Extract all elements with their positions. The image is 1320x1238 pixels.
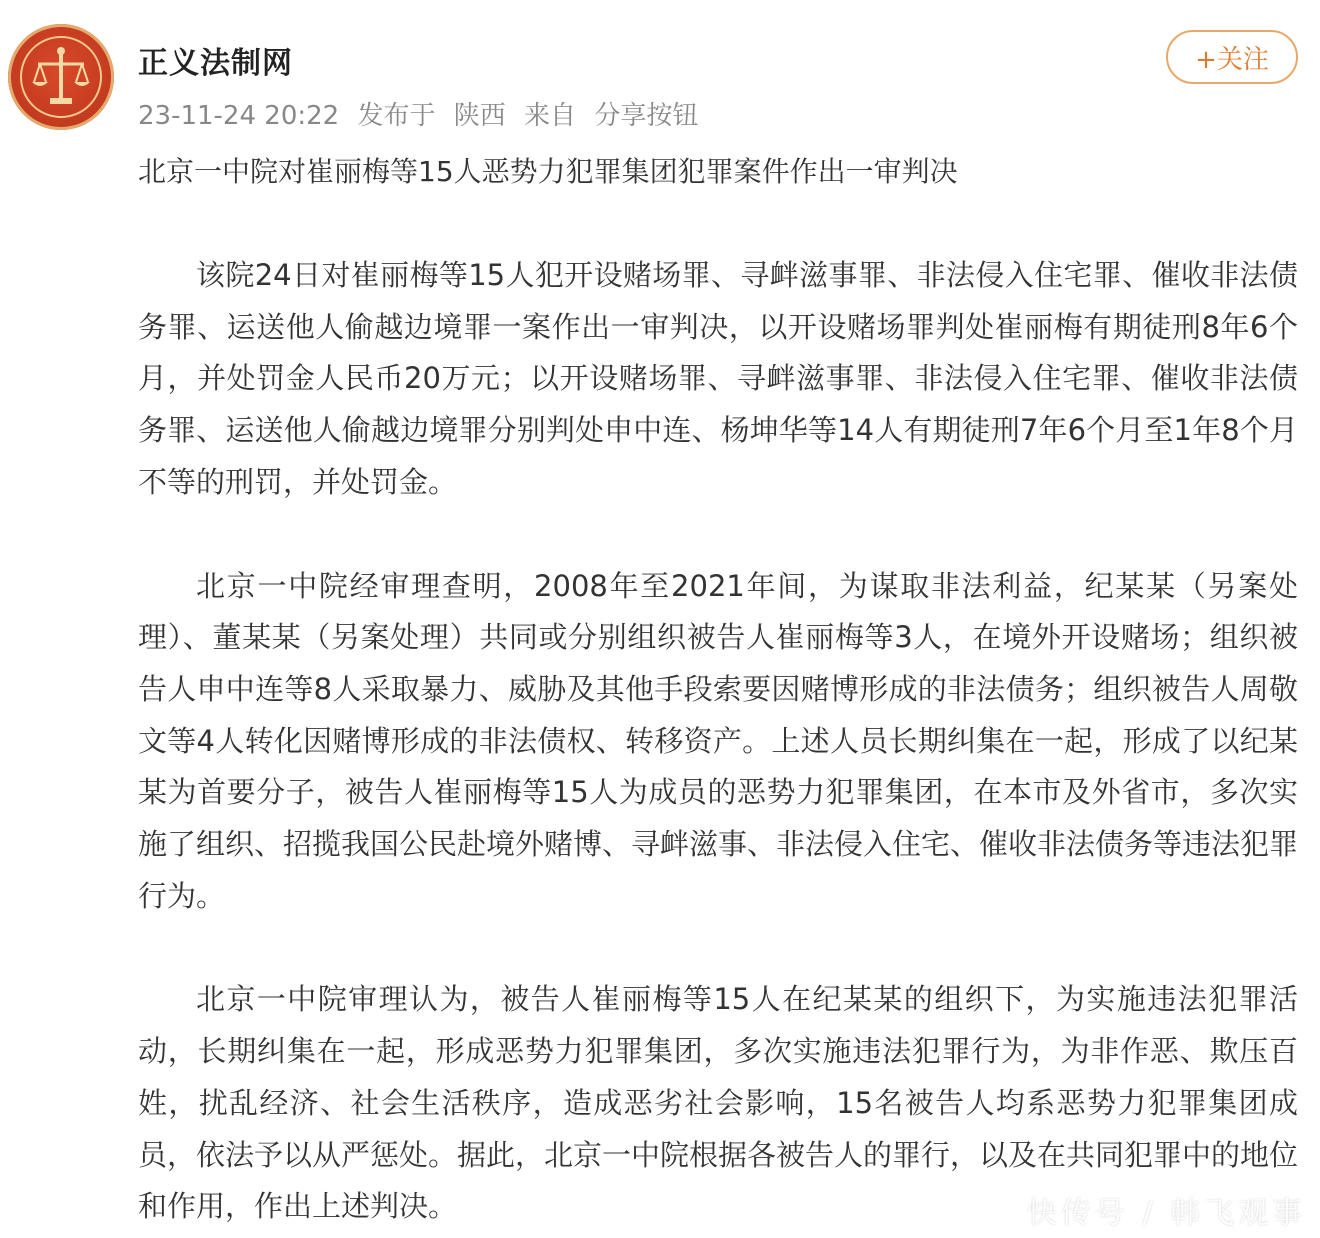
post-meta	[138, 95, 708, 132]
post-body	[138, 250, 1298, 1233]
follow-button[interactable]: +关注	[1166, 30, 1298, 84]
post-source[interactable]: 分享按钮	[594, 101, 699, 131]
location-prefix: 发布于	[357, 101, 436, 131]
account-name[interactable]: 正义法制网	[138, 46, 293, 81]
scales-of-justice-icon	[8, 24, 114, 130]
account-avatar[interactable]	[8, 24, 114, 130]
post-location: 陕西	[453, 101, 506, 131]
post-headline: 北京一中院对崔丽梅等15人恶势力犯罪集团犯罪案件作出一审判决	[138, 155, 958, 188]
post-header	[0, 0, 1320, 150]
watermark-text: 快传号 / 韩飞观事	[1026, 1196, 1306, 1231]
body-paragraph-2: 北京一中院经审理查明，2008年至2021年间，为谋取非法利益，纪某某（另案处理）、董某某（另案处理）共同或分别组织被告人崔丽梅等3人，在境外开设赌场；组织被告人申中连等8人采取暴力、威胁及其他手段索要因赌博形成的非法债务；组织被告人周敬文等4人转化因赌博形成的非法债权、转移资产。上述人员长期纠集在一起，形成了以纪某某为首要分子，被告人崔丽梅等15人为成员的恶势力犯罪集团，在本市及外省市，多次实施了组织、招揽我国公民赴境外赌博、寻衅滋事、非法侵入住宅、催收非法债务等违法犯罪行为。	[138, 568, 1299, 913]
post-timestamp: 23-11-24 20:22	[138, 101, 340, 131]
source-prefix: 来自	[524, 101, 577, 131]
body-paragraph-1: 该院24日对崔丽梅等15人犯开设赌场罪、寻衅滋事罪、非法侵入住宅罪、催收非法债务罪、运送他人偷越边境罪一案作出一审判决，以开设赌场罪判处崔丽梅有期徒刑8年6个月，并处罚金人民币20万元；以开设赌场罪、寻衅滋事罪、非法侵入住宅罪、催收非法债务罪、运送他人偷越边境罪分别判处申中连、杨坤华等14人有期徒刑7年6个月至1年8个月不等的刑罚，并处罚金。	[138, 258, 1298, 499]
body-paragraph-3: 北京一中院审理认为，被告人崔丽梅等15人在纪某某的组织下，为实施违法犯罪活动，长期纠集在一起，形成恶势力犯罪集团，多次实施违法犯罪行为，为非作恶、欺压百姓，扰乱经济、社会生活秩序，造成恶劣社会影响，15名被告人均系恶势力犯罪集团成员，依法予以从严惩处。据此，北京一中院根据各被告人的罪行，以及在共同犯罪中的地位和作用，作出上述判决。	[138, 982, 1299, 1224]
